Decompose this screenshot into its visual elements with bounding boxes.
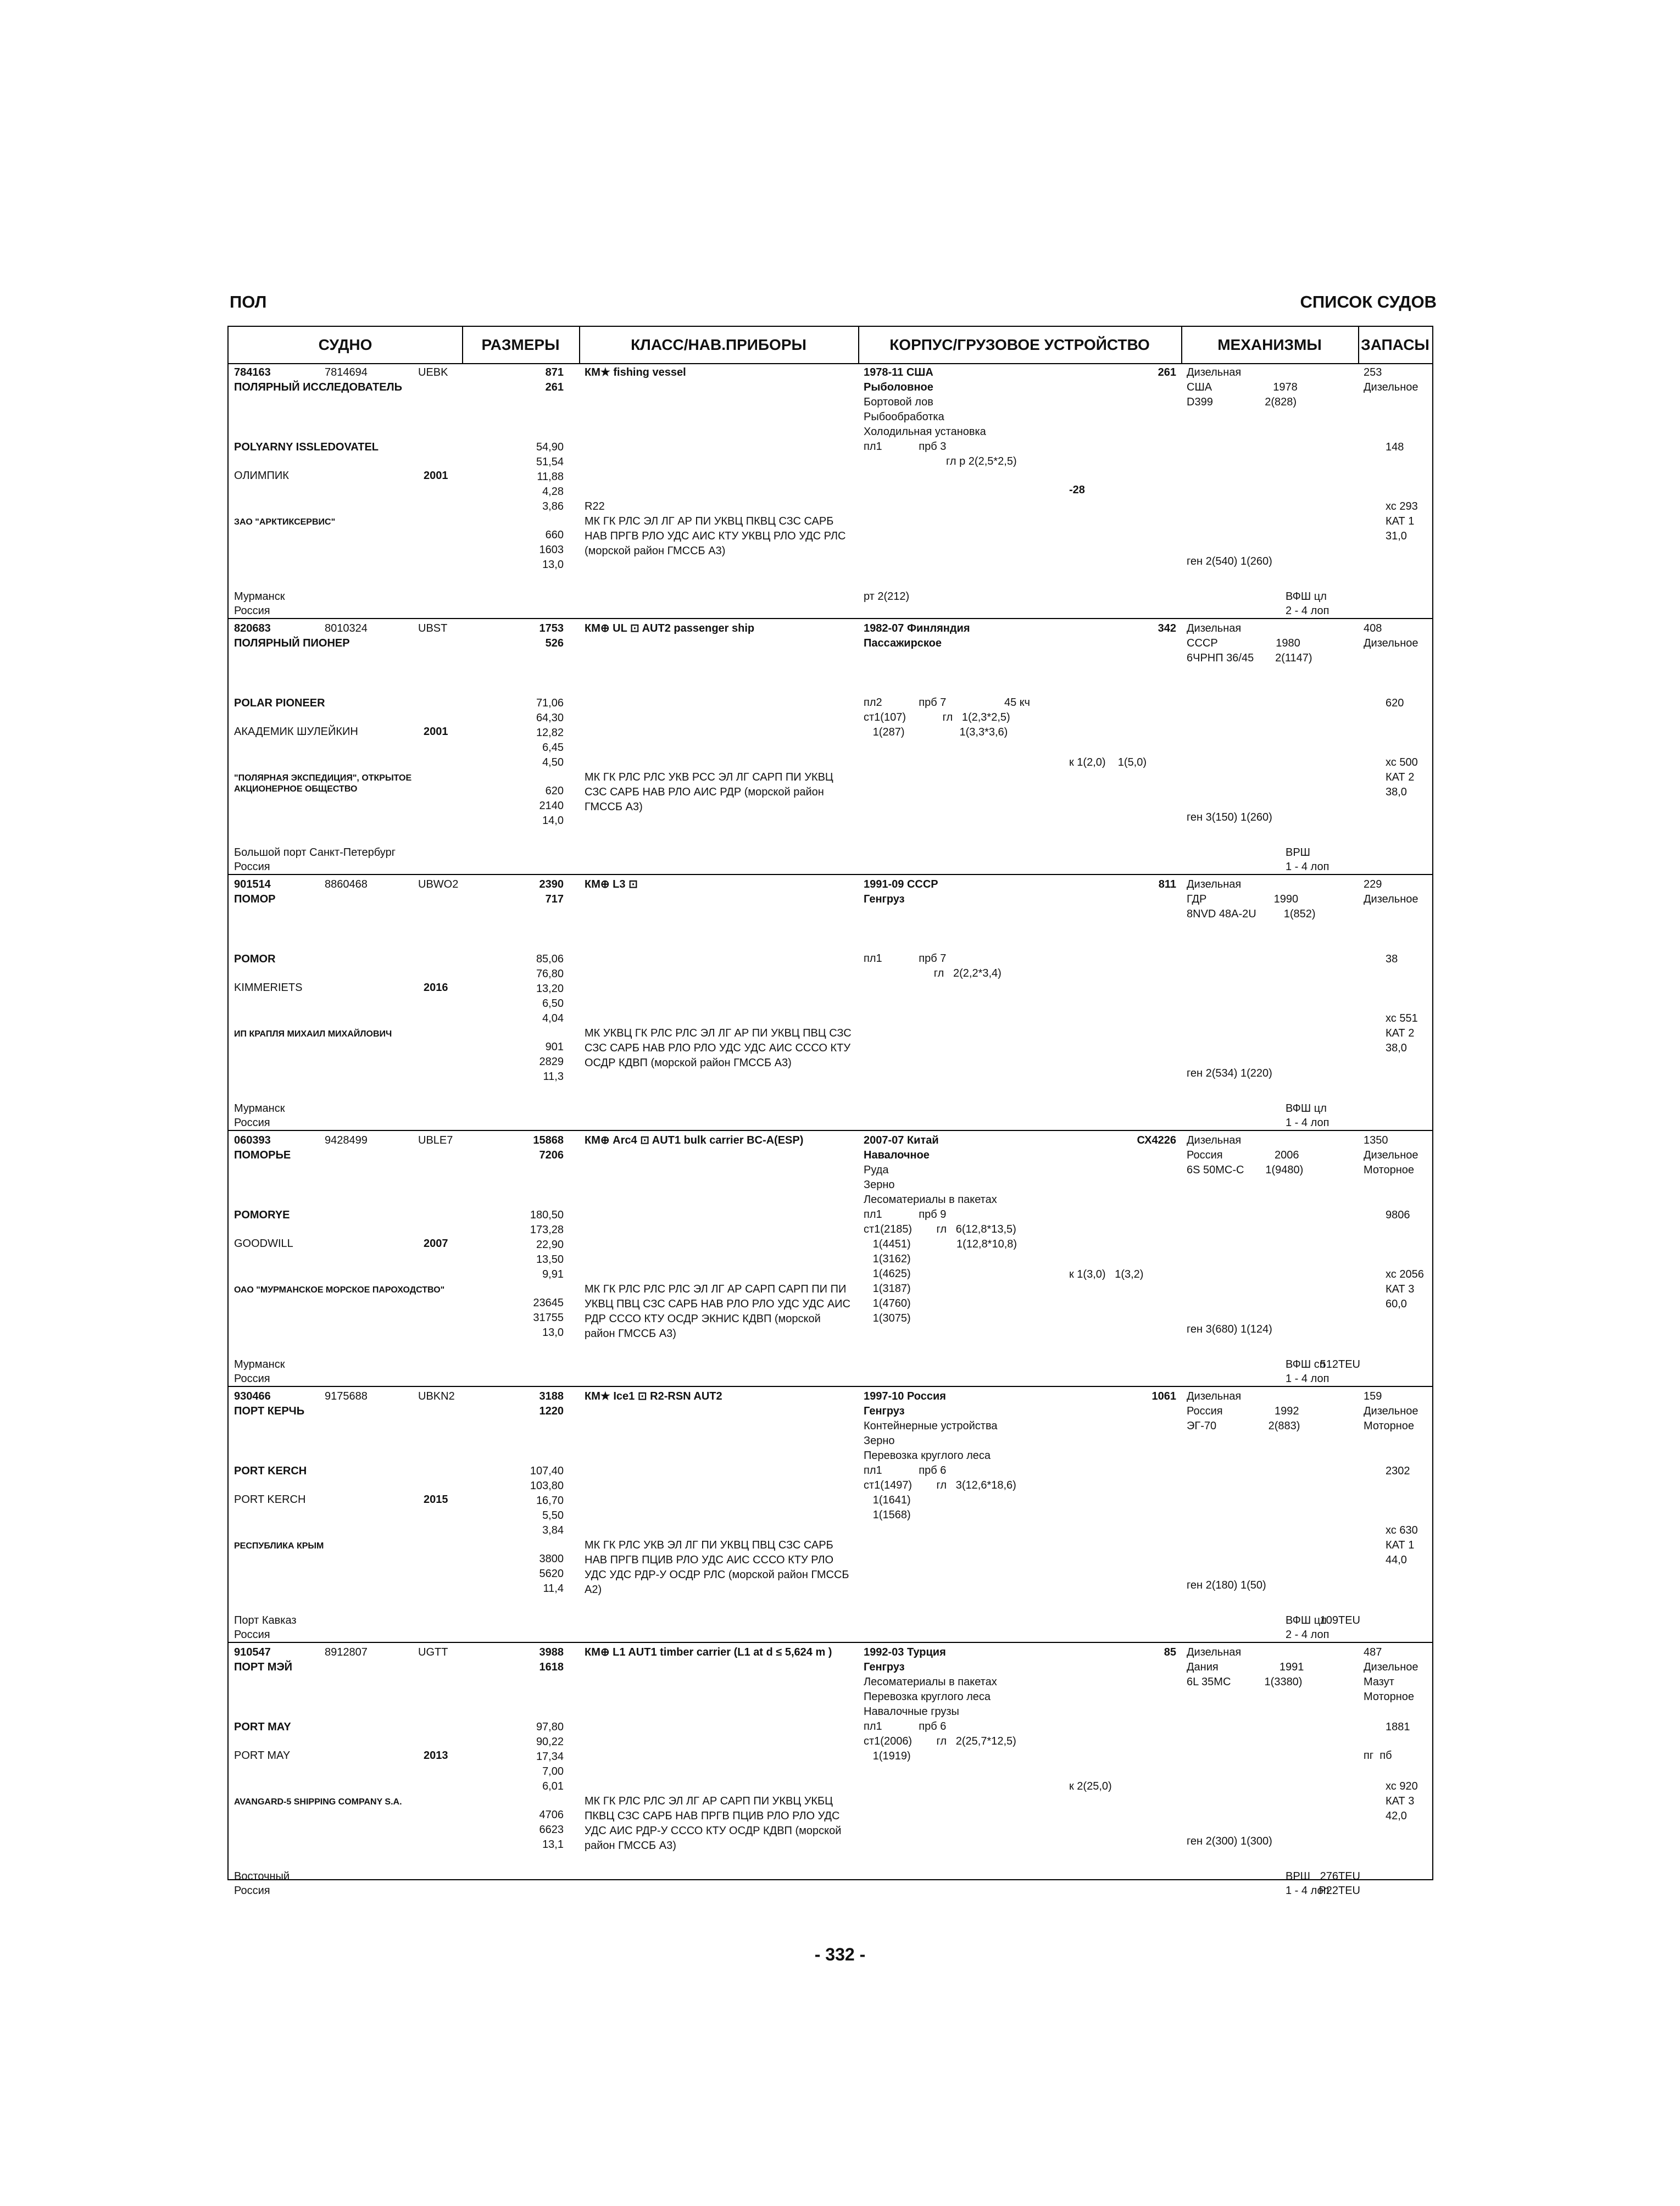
owner: "ПОЛЯРНАЯ ЭКСПЕДИЦИЯ", ОТКРЫТОЕ АКЦИОНЕРНОЕ ОБЩЕСТВО xyxy=(234,773,412,794)
crane-line: к 1(3,0) 1(3,2) xyxy=(1069,1268,1144,1280)
deadweight-value: 901 xyxy=(545,1041,564,1053)
former-name-year: 2013 xyxy=(424,1750,448,1762)
dimension-value: 13,50 xyxy=(536,1254,564,1266)
registry-number: 901514 xyxy=(234,878,271,890)
registry-number: 820683 xyxy=(234,622,271,634)
former-name: ОЛИМПИК xyxy=(234,470,289,482)
ship-name: ПОЛЯРНЫЙ ПИОНЕР xyxy=(234,637,350,649)
home-port: Мурманск xyxy=(234,591,285,603)
call-sign: UBLE7 xyxy=(418,1134,453,1146)
stores-cat: 38,0 xyxy=(1386,1042,1407,1054)
deadweight-value: 13,1 xyxy=(542,1839,564,1851)
class-extra: R22 xyxy=(585,500,605,512)
engine-line: Дизельная xyxy=(1187,878,1242,890)
hull-line: Лесоматериалы в пакетах xyxy=(864,1676,997,1688)
dimension-gt: 15868 xyxy=(533,1134,564,1146)
engine-line: Дизельная xyxy=(1187,1390,1242,1402)
class-notation: КМ★ Ice1 ⊡ R2-RSN AUT2 xyxy=(585,1390,722,1402)
stores-cat: хс 500 xyxy=(1386,756,1418,768)
ship-name: ПОЛЯРНЫЙ ИССЛЕДОВАТЕЛЬ xyxy=(234,381,402,393)
propeller-blades: 1 - 4 лоп xyxy=(1286,1117,1329,1129)
deadweight-value: 11,4 xyxy=(543,1583,564,1595)
dimension-value: 180,50 xyxy=(530,1209,564,1221)
engine-line: 8NVD 48A-2U 1(852) xyxy=(1187,908,1316,920)
hull-code: СХ4226 xyxy=(1137,1134,1176,1146)
deadweight-value: 4706 xyxy=(539,1809,564,1821)
hull-line: Зерно xyxy=(864,1179,895,1191)
propeller-blades: 2 - 4 лоп xyxy=(1286,605,1329,617)
dimension-value: 85,06 xyxy=(536,953,564,965)
hull-line: гл 2(2,2*3,4) xyxy=(864,967,1002,979)
propeller-type: ВФШ цл xyxy=(1286,1102,1327,1115)
ship-record xyxy=(229,619,1432,875)
hull-line: 1(3075) xyxy=(864,1312,911,1324)
propeller-type: ВРШ xyxy=(1286,1870,1311,1882)
dimension-value: 97,80 xyxy=(536,1721,564,1733)
generator-line: ген 3(680) 1(124) xyxy=(1187,1323,1272,1335)
teu-capacity: P22TEU xyxy=(1319,1885,1360,1897)
class-notation: КМ★ fishing vessel xyxy=(585,366,686,378)
engine-line: Россия 2006 xyxy=(1187,1149,1299,1161)
engine-line: Дизельная xyxy=(1187,1134,1242,1146)
engine-line: D399 2(828) xyxy=(1187,396,1297,408)
dimension-value: 107,40 xyxy=(530,1465,564,1477)
stores-value: 38 xyxy=(1386,953,1398,965)
dimension-value: 173,28 xyxy=(530,1224,564,1236)
deadweight-value: 5620 xyxy=(539,1568,564,1580)
dimension-value: 9,91 xyxy=(542,1268,564,1280)
ship-name-latin: POLAR PIONEER xyxy=(234,697,325,709)
column-divider xyxy=(1358,327,1359,363)
hull-code: 811 xyxy=(1158,878,1176,890)
dimension-value: 16,70 xyxy=(536,1495,564,1507)
dimension-value: 3,86 xyxy=(542,500,564,512)
stores-cat: КАТ 2 xyxy=(1386,771,1415,783)
stores-line: 159 xyxy=(1364,1390,1382,1402)
hull-line: Руда xyxy=(864,1164,889,1176)
hull-line: Генгруз xyxy=(864,1661,905,1673)
ship-name: ПОРТ КЕРЧЬ xyxy=(234,1405,305,1417)
build-year-country: 2007-07 Китай xyxy=(864,1134,939,1146)
stores-value: 148 xyxy=(1386,441,1404,453)
dimension-nt: 261 xyxy=(545,381,564,393)
deadweight-value: 660 xyxy=(545,529,564,541)
dimension-value: 4,28 xyxy=(542,486,564,498)
hull-extra: -28 xyxy=(1069,484,1085,496)
hull-code: 85 xyxy=(1164,1646,1176,1658)
stores-line: 229 xyxy=(1364,878,1382,890)
hull-line: 1(3162) xyxy=(864,1253,911,1265)
stores-cat: хс 920 xyxy=(1386,1780,1418,1792)
ship-record xyxy=(229,1131,1432,1387)
home-port: Большой порт Санкт-Петербург xyxy=(234,846,396,859)
former-name-year: 2001 xyxy=(424,470,448,482)
navigation-equipment: МК ГК РЛС РЛС ЭЛ ЛГ АР САРП ПИ УКВЦ УКБЦ ПКВЦ СЗС САРБ НАВ ПРГВ ПЦИВ РЛО РЛО УДС УДС АИС РДР-У СССО КТУ ОСДР КДВП (морской район ГМССБ А3) xyxy=(585,1795,842,1852)
column-divider xyxy=(579,327,580,363)
hull-line: 1(4760) xyxy=(864,1297,911,1310)
dimension-value: 76,80 xyxy=(536,968,564,980)
former-name: PORT KERCH xyxy=(234,1494,306,1506)
stores-line: Дизельное xyxy=(1364,1405,1418,1417)
hull-line: Рыболовное xyxy=(864,381,933,393)
stores-line: Мазут xyxy=(1364,1676,1394,1688)
call-sign: UEBK xyxy=(418,366,448,378)
stores-cat: КАТ 1 xyxy=(1386,515,1415,527)
column-header-class: КЛАСС/НАВ.ПРИБОРЫ xyxy=(579,327,858,364)
propeller-blades: 2 - 4 лоп xyxy=(1286,1629,1329,1641)
stores-line: Моторное xyxy=(1364,1420,1415,1432)
stores-cat: хс 630 xyxy=(1386,1524,1418,1536)
dimension-nt: 717 xyxy=(545,893,564,905)
hull-line: Генгруз xyxy=(864,1405,905,1417)
home-port: Мурманск xyxy=(234,1358,285,1371)
dimension-gt: 871 xyxy=(545,366,564,378)
dimension-value: 51,54 xyxy=(536,456,564,468)
dimension-value: 64,30 xyxy=(536,712,564,724)
build-year-country: 1982-07 Финляндия xyxy=(864,622,970,634)
stores-value: 2302 xyxy=(1386,1465,1410,1477)
stores-value: 620 xyxy=(1386,697,1404,709)
propeller-type: ВФШ цл xyxy=(1286,1614,1327,1626)
propeller-type: ВФШ цл xyxy=(1286,591,1327,603)
ship-register-table xyxy=(227,326,1433,1897)
call-sign: UBWO2 xyxy=(418,878,459,890)
ship-name: ПОМОРЬЕ xyxy=(234,1149,291,1161)
country: Россия xyxy=(234,1117,270,1129)
home-port: Мурманск xyxy=(234,1102,285,1115)
ship-record xyxy=(229,363,1432,619)
hull-line: Навалочное xyxy=(864,1149,930,1161)
former-name-year: 2015 xyxy=(424,1494,448,1506)
hull-line: Рыбообработка xyxy=(864,411,944,423)
hull-line: 1(1641) xyxy=(864,1494,911,1506)
engine-line: Дания 1991 xyxy=(1187,1661,1304,1673)
dimension-value: 4,50 xyxy=(542,756,564,768)
dimension-value: 3,84 xyxy=(542,1524,564,1536)
column-header-hull: КОРПУС/ГРУЗОВОЕ УСТРОЙСТВО xyxy=(858,327,1181,364)
hull-line: пл2 прб 7 45 кч xyxy=(864,697,1030,709)
class-notation: КМ⊕ L1 AUT1 timber carrier (L1 at d ≤ 5,624 m ) xyxy=(585,1646,832,1658)
dimension-value: 5,50 xyxy=(542,1509,564,1522)
page-header-left: ПОЛ xyxy=(230,292,267,311)
imo-number: 8010324 xyxy=(325,622,368,634)
ship-record xyxy=(229,1387,1432,1643)
engine-line: СССР 1980 xyxy=(1187,637,1300,649)
propeller-blades: 1 - 4 лоп xyxy=(1286,861,1329,873)
engine-line: 6ЧРНП 36/45 2(1147) xyxy=(1187,652,1312,664)
stores-cat: 60,0 xyxy=(1386,1298,1407,1310)
page-number: - 332 - xyxy=(814,1945,866,1964)
imo-number: 8860468 xyxy=(325,878,368,890)
stores-line: 408 xyxy=(1364,622,1382,634)
home-port: Восточный xyxy=(234,1870,290,1882)
dimension-nt: 7206 xyxy=(539,1149,564,1161)
class-notation: КМ⊕ Arc4 ⊡ AUT1 bulk carrier BC-A(ESP) xyxy=(585,1134,804,1146)
dimension-value: 71,06 xyxy=(536,697,564,709)
dimension-nt: 1618 xyxy=(539,1661,564,1673)
hull-line: ст1(1497) гл 3(12,6*18,6) xyxy=(864,1479,1016,1491)
propeller-blades: 1 - 4 лоп xyxy=(1286,1885,1329,1897)
former-name: АКАДЕМИК ШУЛЕЙКИН xyxy=(234,726,358,738)
ship-name-latin: POMORYE xyxy=(234,1209,290,1221)
hull-line: 1(287) 1(3,3*3,6) xyxy=(864,726,1008,738)
stores-line: 253 xyxy=(1364,366,1382,378)
call-sign: UBST xyxy=(418,622,448,634)
dimension-value: 6,45 xyxy=(542,742,564,754)
hull-line: Контейнерные устройства xyxy=(864,1420,998,1432)
former-name-year: 2007 xyxy=(424,1238,448,1250)
column-header-stores: ЗАПАСЫ xyxy=(1358,327,1432,364)
former-name: PORT MAY xyxy=(234,1750,291,1762)
imo-number: 9428499 xyxy=(325,1134,368,1146)
dimension-value: 17,34 xyxy=(536,1751,564,1763)
engine-line: Дизельная xyxy=(1187,622,1242,634)
propeller-blades: 1 - 4 лоп xyxy=(1286,1373,1329,1385)
hull-line: 1(4451) 1(12,8*10,8) xyxy=(864,1238,1017,1250)
former-name-year: 2001 xyxy=(424,726,448,738)
build-year-country: 1991-09 СССР xyxy=(864,878,938,890)
column-divider xyxy=(462,327,463,363)
deadweight-value: 2140 xyxy=(539,800,564,812)
stores-line: 1350 xyxy=(1364,1134,1388,1146)
engine-line: Дизельная xyxy=(1187,1646,1242,1658)
dimension-gt: 3988 xyxy=(539,1646,564,1658)
country: Россия xyxy=(234,1629,270,1641)
teu-capacity: 512TEU xyxy=(1320,1358,1360,1371)
owner: РЕСПУБЛИКА КРЫМ xyxy=(234,1541,324,1551)
registry-number: 930466 xyxy=(234,1390,271,1402)
build-year-country: 1997-10 Россия xyxy=(864,1390,946,1402)
dimension-value: 6,01 xyxy=(542,1780,564,1792)
dimension-value: 12,82 xyxy=(536,727,564,739)
hull-line: Лесоматериалы в пакетах xyxy=(864,1194,997,1206)
ship-record xyxy=(229,875,1432,1131)
navigation-equipment: МК ГК РЛС РЛС УКВ РСС ЭЛ ЛГ САРП ПИ УКВЦ СЗС САРБ НАВ РЛО АИС РДР (морской район ГМССБ А3) xyxy=(585,771,833,813)
call-sign: UBKN2 xyxy=(418,1390,455,1402)
stores-cat: КАТ 1 xyxy=(1386,1539,1415,1551)
hull-line: Навалочные грузы xyxy=(864,1706,959,1718)
engine-line: США 1978 xyxy=(1187,381,1298,393)
hull-line: пл1 прб 6 xyxy=(864,1720,947,1733)
deadweight-value: 31755 xyxy=(533,1312,564,1324)
generator-line: ген 3(150) 1(260) xyxy=(1187,811,1272,823)
hull-line: Перевозка круглого леса xyxy=(864,1450,991,1462)
dimension-value: 22,90 xyxy=(536,1239,564,1251)
propeller-type: ВРШ xyxy=(1286,846,1311,859)
registry-number: 060393 xyxy=(234,1134,271,1146)
home-port: Порт Кавказ xyxy=(234,1614,297,1626)
stores-line: Дизельное xyxy=(1364,893,1418,905)
country: Россия xyxy=(234,861,270,873)
deadweight-value: 13,0 xyxy=(542,559,564,571)
hull-line: пл1 прб 6 xyxy=(864,1464,947,1477)
stores-cat: КАТ 3 xyxy=(1386,1795,1415,1807)
engine-line: ЭГ-70 2(883) xyxy=(1187,1420,1300,1432)
generator-line: ген 2(534) 1(220) xyxy=(1187,1067,1272,1079)
dimension-value: 6,50 xyxy=(542,998,564,1010)
owner: ИП КРАПЛЯ МИХАИЛ МИХАЙЛОВИЧ xyxy=(234,1029,392,1039)
deadweight-value: 2829 xyxy=(539,1056,564,1068)
stores-cat: КАТ 3 xyxy=(1386,1283,1415,1295)
stores-value: 9806 xyxy=(1386,1209,1410,1221)
ship-name-latin: POLYARNY ISSLEDOVATEL xyxy=(234,441,379,453)
hull-line: 1(1568) xyxy=(864,1509,911,1521)
deadweight-value: 13,0 xyxy=(542,1327,564,1339)
dimension-value: 90,22 xyxy=(536,1736,564,1748)
stores-cat: хс 2056 xyxy=(1386,1268,1424,1280)
owner: AVANGARD-5 SHIPPING COMPANY S.A. xyxy=(234,1797,402,1807)
stores-cat: КАТ 2 xyxy=(1386,1027,1415,1039)
deadweight-value: 23645 xyxy=(533,1297,564,1309)
former-name: GOODWILL xyxy=(234,1238,293,1250)
build-year-country: 1978-11 США xyxy=(864,366,933,378)
stores-line: 487 xyxy=(1364,1646,1382,1658)
deadweight-value: 3800 xyxy=(539,1553,564,1565)
dimension-gt: 2390 xyxy=(539,878,564,890)
stores-cat: 31,0 xyxy=(1386,530,1407,542)
imo-number: 8912807 xyxy=(325,1646,368,1658)
hull-line: Перевозка круглого леса xyxy=(864,1691,991,1703)
crane-line: к 1(2,0) 1(5,0) xyxy=(1069,756,1147,768)
engine-line: 6S 50MC-C 1(9480) xyxy=(1187,1164,1304,1176)
registry-number: 784163 xyxy=(234,366,271,378)
engine-line: Дизельная xyxy=(1187,366,1242,378)
dimension-gt: 1753 xyxy=(539,622,564,634)
stores-cat: 44,0 xyxy=(1386,1554,1407,1566)
stores-cat: 38,0 xyxy=(1386,786,1407,798)
owner: ОАО "МУРМАНСКОЕ МОРСКОЕ ПАРОХОДСТВО" xyxy=(234,1285,445,1295)
stores-line: Дизельное xyxy=(1364,637,1418,649)
deadweight-value: 6623 xyxy=(539,1824,564,1836)
stores-line: Моторное xyxy=(1364,1691,1415,1703)
hull-line: 1(3187) xyxy=(864,1283,911,1295)
stores-cat: хс 293 xyxy=(1386,500,1418,512)
former-name-year: 2016 xyxy=(424,982,448,994)
hull-line: Холодильная установка xyxy=(864,426,986,438)
hull-line: гл р 2(2,5*2,5) xyxy=(864,455,1017,467)
hull-code: 342 xyxy=(1158,622,1176,634)
hull-line: пл1 прб 9 xyxy=(864,1208,947,1221)
ship-name-latin: POMOR xyxy=(234,953,276,965)
owner: ЗАО "АРКТИКСЕРВИС" xyxy=(234,517,336,527)
imo-number: 9175688 xyxy=(325,1390,368,1402)
navigation-equipment: МК ГК РЛС УКВ ЭЛ ЛГ ПИ УКВЦ ПВЦ СЗС САРБ НАВ ПРГВ ПЦИВ РЛО УДС АИС СССО КТУ РЛО УДС УДС РДР-У ОСДР РЛС (морской район ГМССБ А2) xyxy=(585,1539,849,1596)
hull-line: 1(1919) xyxy=(864,1750,911,1762)
class-notation: КМ⊕ L3 ⊡ xyxy=(585,878,638,890)
engine-line: ГДР 1990 xyxy=(1187,893,1299,905)
build-year-country: 1992-03 Турция xyxy=(864,1646,946,1658)
ship-records xyxy=(229,363,1432,1897)
stores-line: Моторное xyxy=(1364,1164,1415,1176)
generator-line: ген 2(300) 1(300) xyxy=(1187,1835,1272,1847)
hull-line: пл1 прб 3 xyxy=(864,441,947,453)
deadweight-value: 11,3 xyxy=(543,1071,564,1083)
navigation-equipment: МК ГК РЛС ЭЛ ЛГ АР ПИ УКВЦ ПКВЦ СЗС САРБ НАВ ПРГВ РЛО УДС АИС КТУ УКВЦ РЛО УДС РЛС (морской район ГМССБ А3) xyxy=(585,515,846,557)
call-sign: UGTT xyxy=(418,1646,448,1658)
engine-line: Россия 1992 xyxy=(1187,1405,1299,1417)
column-header-ship: СУДНО xyxy=(229,327,462,364)
stores-line: Дизельное xyxy=(1364,1661,1418,1673)
teu-capacity: 109TEU xyxy=(1320,1614,1360,1626)
hull-bottom: рт 2(212) xyxy=(864,591,910,603)
navigation-equipment: МК УКВЦ ГК РЛС РЛС ЭЛ ЛГ АР ПИ УКВЦ ПВЦ СЗС СЗС САРБ НАВ РЛО РЛО УДС УДС АИС СССО КТУ ОСДР КДВП (морской район ГМССБ А3) xyxy=(585,1027,852,1069)
hull-line: ст1(2006) гл 2(25,7*12,5) xyxy=(864,1735,1016,1747)
ship-name: ПОРТ МЭЙ xyxy=(234,1661,293,1673)
hull-line: Пассажирское xyxy=(864,637,942,649)
stores-extra: пг пб xyxy=(1364,1750,1392,1762)
generator-line: ген 2(180) 1(50) xyxy=(1187,1579,1266,1591)
ship-name: ПОМОР xyxy=(234,893,276,905)
crane-line: к 2(25,0) xyxy=(1069,1780,1112,1792)
ship-name-latin: PORT KERCH xyxy=(234,1465,307,1477)
column-header-dimensions: РАЗМЕРЫ xyxy=(462,327,579,364)
hull-line: Бортовой лов xyxy=(864,396,933,408)
stores-line: Дизельное xyxy=(1364,381,1418,393)
column-divider xyxy=(858,327,859,363)
engine-line: 6L 35MC 1(3380) xyxy=(1187,1676,1303,1688)
dimension-nt: 1220 xyxy=(539,1405,564,1417)
propeller-type: ВФШ сп xyxy=(1286,1358,1326,1371)
hull-line: пл1 прб 7 xyxy=(864,952,947,965)
imo-number: 7814694 xyxy=(325,366,368,378)
generator-line: ген 2(540) 1(260) xyxy=(1187,555,1272,567)
country: Россия xyxy=(234,1373,270,1385)
hull-line: 1(4625) xyxy=(864,1268,911,1280)
hull-code: 261 xyxy=(1158,366,1176,378)
dimension-gt: 3188 xyxy=(539,1390,564,1402)
class-notation: КМ⊕ UL ⊡ AUT2 passenger ship xyxy=(585,622,755,634)
country: Россия xyxy=(234,1885,270,1897)
ship-record xyxy=(229,1643,1432,1899)
dimension-value: 103,80 xyxy=(530,1480,564,1492)
column-divider xyxy=(1181,327,1182,363)
dimension-value: 54,90 xyxy=(536,441,564,453)
dimension-value: 4,04 xyxy=(542,1012,564,1024)
deadweight-value: 14,0 xyxy=(542,815,564,827)
hull-line: ст1(107) гл 1(2,3*2,5) xyxy=(864,711,1010,723)
ship-name-latin: PORT MAY xyxy=(234,1721,291,1733)
stores-cat: 42,0 xyxy=(1386,1810,1407,1822)
hull-code: 1061 xyxy=(1151,1390,1176,1402)
stores-cat: хс 551 xyxy=(1386,1012,1418,1024)
country: Россия xyxy=(234,605,270,617)
dimension-value: 11,88 xyxy=(537,471,564,483)
navigation-equipment: МК ГК РЛС РЛС РЛС ЭЛ ЛГ АР САРП САРП ПИ ПИ УКВЦ ПВЦ СЗС САРБ НАВ РЛО РЛО УДС УДС АИС РДР СССО КТУ ОСДР ЭКНИС КДВП (морской район ГМССБ А3) xyxy=(585,1283,851,1340)
hull-line: Генгруз xyxy=(864,893,905,905)
deadweight-value: 1603 xyxy=(539,544,564,556)
dimension-value: 13,20 xyxy=(536,983,564,995)
deadweight-value: 620 xyxy=(545,785,564,797)
hull-line: ст1(2185) гл 6(12,8*13,5) xyxy=(864,1223,1016,1235)
registry-number: 910547 xyxy=(234,1646,271,1658)
dimension-value: 7,00 xyxy=(542,1765,564,1778)
stores-value: 1881 xyxy=(1386,1721,1410,1733)
teu-capacity: 276TEU xyxy=(1320,1870,1360,1882)
page-header-right: СПИСОК СУДОВ xyxy=(1300,292,1437,311)
dimension-nt: 526 xyxy=(545,637,564,649)
stores-line: Дизельное xyxy=(1364,1149,1418,1161)
former-name: KIMMERIETS xyxy=(234,982,303,994)
column-header-machinery: МЕХАНИЗМЫ xyxy=(1181,327,1358,364)
hull-line: Зерно xyxy=(864,1435,895,1447)
